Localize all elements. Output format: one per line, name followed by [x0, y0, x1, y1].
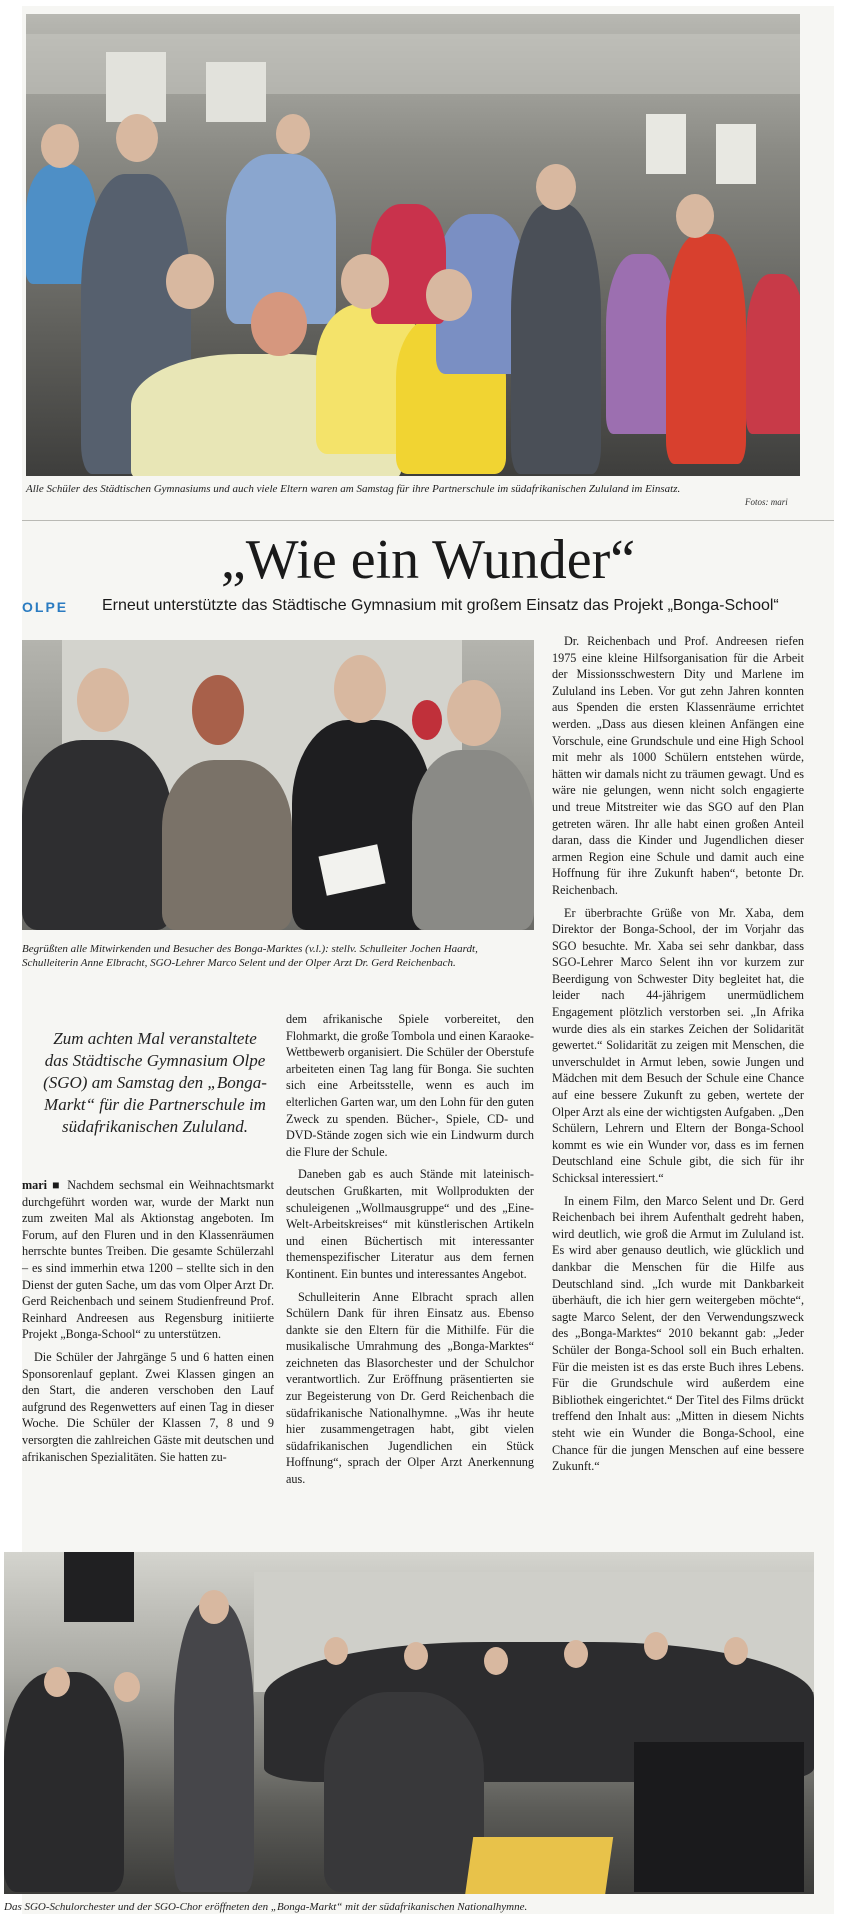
column-1-paragraph: [22, 1177, 274, 1343]
middle-photo-caption: [22, 942, 534, 970]
dateline: mari ■: [22, 1178, 62, 1192]
bottom-photo-caption: [4, 1900, 814, 1914]
column-1-paragraph: Die Schüler der Jahrgänge 5 und 6 hatten einen Sponsorenlauf geplant. Zwei Klassen gingen an den Start, die anderen verschoben den Lauf aufgrund des Regenwetters auf einen Tag in dieser Woche. Die Schüler der Klassen 7, 8 und 9 versorgten die zahlreichen Gäste mit deutschen und afrikanischen Spezialitäten. Sie hatten zu-: [22, 1349, 274, 1464]
column-2-paragraph: dem afrikanische Spiele vorbereitet, den Flohmarkt, die große Tombola und einen Karaoke-Wettbewerb organisiert. Die Schüler der Oberstufe arbeiteten einen Tag lang für Bonga. Sie suchten sich eine Arbeitsstelle, wenn es auch im elterlichen Garten war, um den Lohn für den guten Zweck zu spenden. Bücher-, Spiele, CD- und DVD-Stände zogen sich wie ein Lindwurm durch die Flure der Schule.: [286, 1012, 534, 1159]
column-3: [552, 633, 804, 1481]
subheadline: Erneut unterstützte das Städtische Gymnasium mit großem Einsatz das Projekt „Bonga-School“: [102, 597, 779, 614]
column-2-paragraph: Schulleiterin Anne Elbracht sprach allen Schülern Dank für ihren Einsatz aus. Ebenso dankte sie den Eltern für die Mithilfe. Für die musikalische Umrahmung des „Bonga-Marktes“ zeichneten das Blasorchester und der Schulchor verantwortlich. Zur Eröffnung präsentierten sie zur Begeisterung von Dr. Gerd Reichenbach die südafrikanische Nationalhymne. „Was ihr heute hier zusammengetragen habt, gibt vielen südafrikanischen Jugendlichen ein Stück Hoffnung“, sprach der Olper Arzt Anerkennung aus.: [286, 1289, 534, 1487]
headline: „Wie ein Wunder“: [220, 529, 636, 591]
divider: [22, 520, 834, 521]
middle-photo-caption-text: Begrüßten alle Mitwirkenden und Besucher des Bonga-Marktes (v.l.): stellv. Schulleiter Jochen Haardt, Schulleiterin Anne Elbracht, SGO-Lehrer Marco Selent und der Olper Arzt Dr. Gerd Reichenbach.: [22, 943, 478, 969]
column-1-paragraph-text: Nachdem sechsmal ein Weihnachtsmarkt durchgeführt worden war, wurde der Markt nun zum zweiten Mal als Aktionstag angeboten. Im Forum, auf den Fluren und in den Klassenräumen herrschte buntes Treiben. Die gesamte Schülerzahl – es sind immerhin etwa 1200 – stellte sich in den Dienst der guten Sache, um das vom Olper Arzt Dr. Gerd Reichenbach und seinem Studienfreund Prof. Reinhard Andreesen aus Regensburg initiierte Projekt „Bonga-School“ zu unterstützen.: [22, 1178, 275, 1342]
top-photo-caption: [26, 482, 786, 496]
column-2-paragraph: Daneben gab es auch Stände mit lateinisch-deutschen Grußkarten, mit Wollprodukten der schuleigenen „Wollmausgruppe“ und des „Eine-Welt-Arbeitskreises“ mit künstlerischen Artikeln und einen Büchertisch mit interessanter themenspezifischer Literatur aus dem fernen Kontinent. Ein buntes und interessantes Angebot.: [286, 1167, 534, 1281]
bottom-photo-caption-text: Das SGO-Schulorchester und der SGO-Chor eröffneten den „Bonga-Markt“ mit der südafrikanischen Nationalhymne.: [4, 1901, 528, 1913]
photo-credit: Fotos: mari: [745, 497, 788, 507]
column-2: [286, 1011, 534, 1494]
bottom-photo: [4, 1552, 814, 1894]
top-photo-caption-text: Alle Schüler des Städtischen Gymnasiums und auch viele Eltern waren am Samstag für ihre Partnerschule im südafrikanischen Zululand im Einsatz.: [26, 483, 681, 495]
column-1: [22, 1177, 274, 1471]
intro-teaser: Zum achten Mal veranstaltete das Städtische Gymnasium Olpe (SGO) am Samstag den „Bonga-Markt“ für die Partnerschule im südafrikanischen Zululand.: [43, 1029, 267, 1136]
kicker-location: OLPE: [22, 599, 69, 615]
middle-photo: [22, 640, 534, 930]
column-3-paragraph: In einem Film, den Marco Selent und Dr. Gerd Reichenbach bei ihrem Aufenthalt gedreht haben, wird deutlich, wie groß die Armut im Zululand ist. Es wird aber genauso deutlich, wie glücklich und dankbar die Menschen für die Hilfe aus Deutschland sind. „Ich wurde mit Dankbarkeit überhäuft, die ich hier gern weitergeben möchte“, sagte Marco Selent, der den Verwendungszweck des „Bonga-Marktes“ 2010 bekannt gab: „Jeder Schüler der Bonga-School soll ein Buch erhalten. Für die meisten ist es das erste Buch ihres Lebens. Für die Grundschule wird außerdem eine Bibliothek eingerichtet.“ Der Titel des Films drückt treffend den Inhalt aus: „Mitten in diesem Nichts steht wie ein Wunder die Bonga-School, eine Chance für die jungen Menschen auf eine bessere Zukunft.“: [552, 1193, 804, 1474]
column-3-paragraph: Er überbrachte Grüße von Mr. Xaba, dem Direktor der Bonga-School, der im Vorjahr das SGO besuchte. Mr. Xaba sei sehr dankbar, dass SGO-Lehrer Marco Selent ihn vor kurzem zur Beerdigung von Schwester Dity begleitet hat, die leider nach 44-jährigem unermüdlichem Engagement plötzlich verstorben sei. „In Afrika wurde dies als ein starkes Zeichen der Solidarität gewertet.“ Solidarität zu zeigen mit Menschen, die unverschuldet in Armut leben, sowie Jungen und Mädchen mit dem Besuch der Schule eine Chance auf eine bessere Zukunft zu geben, wertete der Olper Arzt als eine der wichtigsten Aufgaben. „Den Schülern, Lehrern und Eltern der Bonga-School kommt es wie ein Wunder vor, dass es im fernen Deutschland eine Schule gibt, die sich für ihr Schicksal interessiert.“: [552, 905, 804, 1185]
top-photo: [26, 14, 800, 476]
column-3-paragraph: Dr. Reichenbach und Prof. Andreesen riefen 1975 eine kleine Hilfsorganisation für die Arbeit der Missionsschwestern Dity und Marlene im Zululand ins Leben. Vor gut zehn Jahren konnten aus Spenden die ersten Klassenräume errichtet werden. „Dass aus diesen kleinen Anfängen eine Vorschule, eine Grundschule und eine High School mit mehr als 1000 Schülern entstehen würde, hätten wir damals nicht zu träumen gewagt. Und es wäre nie gelungen, wenn nicht solch engagierte und treue Mitstreiter wie das SGO auf den Plan getreten wären. Ihr alle habt einen großen Anteil daran, dass die Kinder und Jugendlichen dieser armen Region eine Schule und damit auch eine Hoffnung für ihre Zukunft haben“, betonte Dr. Reichenbach.: [552, 634, 804, 897]
